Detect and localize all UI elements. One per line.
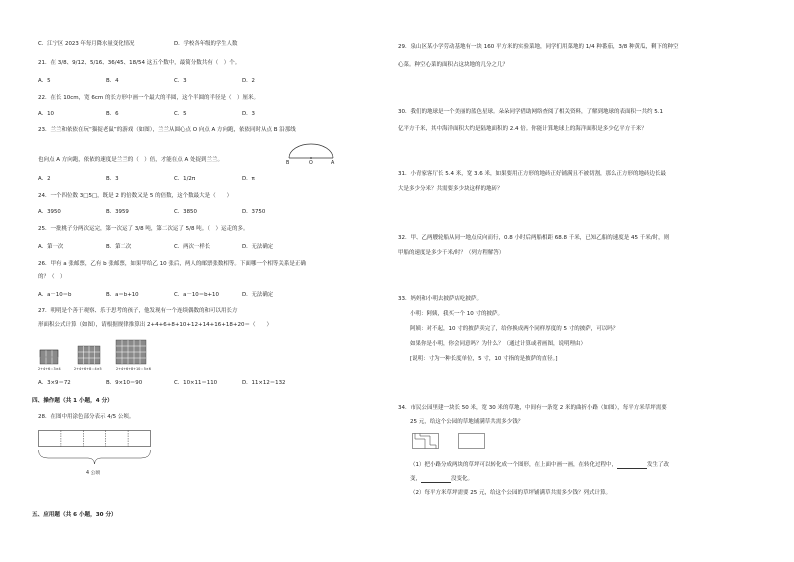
q33-dialog-line-3: 如果你是小明，你会同意吗？为什么？（通过计算或者画图，说明理由） <box>410 341 587 347</box>
q23-label-o: O <box>309 161 313 166</box>
question-32-line2: 甲船的速度是多少千米/时？（列方程解答） <box>398 250 505 256</box>
question-33: 33．妈妈和小明去披萨店吃披萨。 <box>398 296 482 302</box>
q27-grid-5x6 <box>116 340 146 364</box>
q20-option-c: C．江宁区 2023 年每月降水量变化情况 <box>38 41 135 47</box>
q34-blank-changed[interactable] <box>617 463 647 469</box>
question-31-line2: 大是多少分米？共需要多少块这样的地砖？ <box>398 186 503 192</box>
q21-option-a: A．5 <box>38 78 51 84</box>
q21-option-c: C．3 <box>174 78 187 84</box>
q23-options <box>38 176 255 183</box>
question-28: 28．在图中用涂色部分表示 4/5 公顷。 <box>38 414 135 420</box>
q34-lawn-figures <box>412 433 492 455</box>
q21-option-b: B．4 <box>106 78 119 84</box>
q23-option-c: C．1/2π <box>174 176 196 182</box>
q34-part1-cont <box>410 476 473 483</box>
q26-option-b: B．a＝b+10 <box>106 292 139 298</box>
q26-option-c: C．a－10＝b+10 <box>174 292 219 298</box>
question-30-line2: 亿平方千米，其中海洋面积大约是陆地面积的 2.4 倍。你能计算地球上的海洋面积是多少亿平方千米？ <box>398 126 647 132</box>
q22-option-c: C．5 <box>174 111 187 117</box>
q20-options <box>38 41 237 48</box>
section-5-heading: 五、应用题（共 6 小题，30 分） <box>32 512 117 518</box>
question-34-line1: 34．市民公园里建一块长 50 米，宽 30 米的草地，中间有一条宽 2 米的曲折小路（如图），每平方米草坪需要 <box>398 405 667 411</box>
question-23-line2: 也向点 A 方向跑，依依的速度是兰兰的（ ）倍，才能在点 A 处捉到兰兰。 <box>38 157 224 163</box>
q24-option-a: A．3950 <box>38 209 61 215</box>
q34-part2: （2）每平方米草坪需要 25 元，给这个公园的草坪铺满草共需多少钱？列式计算。 <box>410 490 611 496</box>
question-30-line1: 30．我们的地球是一个美丽的蓝色星球。朵朵同学借助网络查阅了相关资料，了解到地球的表面积一共约 5.1 <box>398 109 663 115</box>
q25-option-a: A．第一次 <box>38 244 64 250</box>
q24-option-b: B．3959 <box>106 209 129 215</box>
q34-blank-rectangle <box>459 434 485 449</box>
q23-semicircle-figure <box>286 140 336 162</box>
q23-option-d: D．π <box>242 176 255 182</box>
q23-label-b: B <box>286 161 290 166</box>
q24-option-d: D．3750 <box>242 209 266 215</box>
q27-fig-label-2: 2+4+6+8＝4×5 <box>74 367 102 371</box>
q25-option-c: C．两次一样长 <box>174 244 211 250</box>
q27-option-d: D．11×12＝132 <box>242 380 286 386</box>
question-32-line1: 32．甲、乙两艘轮船从同一地点反向而行，0.8 小时后两船相距 68.8 千米，已知乙船的速度是 45 千米/时，则 <box>398 235 670 241</box>
q34-part1-text-d: 没变化。 <box>451 476 474 482</box>
q34-part1-text-b: 发生了改 <box>647 462 670 468</box>
q33-dialog-line-4: [说明：寸为一种长度单位，5 寸，10 寸指的是披萨的直径。] <box>410 356 558 362</box>
question-27-line2: 形面积公式计算（如图），请根据规律推算出 2+4+6+8+10+12+14+16+18+20＝（ ） <box>38 322 272 328</box>
q27-fig-label-1: 2+4+6＝3×4 <box>38 367 61 371</box>
question-26-line2: 的？（ ） <box>38 274 66 280</box>
q34-blank-unchanged[interactable] <box>421 477 451 483</box>
q23-option-b: B．3 <box>106 176 119 182</box>
q26-options <box>38 292 273 299</box>
q33-dialog-line-2: 阿姨：对不起，10 寸的披萨卖完了，给你换成两个同样厚度的 5 寸的披萨，可以吗？ <box>410 326 619 332</box>
q21-option-d: D．2 <box>242 78 255 84</box>
q22-option-a: A．10 <box>38 111 54 117</box>
q34-lawn-with-path <box>413 434 439 449</box>
q27-option-c: C．10×11＝110 <box>174 380 218 386</box>
question-21: 21．在 3/8、9/12、5/16、36/45、18/54 这五个数中，最简分数共有（ ）个。 <box>38 60 241 66</box>
q22-option-b: B．6 <box>106 111 119 117</box>
q22-options <box>38 111 255 118</box>
q27-option-a: A．3×9＝72 <box>38 380 71 386</box>
q23-label-a: A <box>331 161 335 166</box>
q34-part1-text: （1）把小路分成两块的草坪可以转化成一个图形，在上面中画一画，在转化过程中， <box>410 462 618 468</box>
q26-option-d: D．无法确定 <box>242 292 274 298</box>
q25-option-b: B．第二次 <box>106 244 132 250</box>
question-25: 25．一批桃子分两次运完，第一次运了 3/8 吨，第二次运了 5/8 吨。（ ）运走的多。 <box>38 226 249 232</box>
q27-option-b: B．9×10＝90 <box>106 380 143 386</box>
q25-options <box>38 244 273 251</box>
question-23-line1: 23．兰兰和依依在玩“猫捉老鼠”的游戏（如图），兰兰从圆心点 O 向点 A 方向跑，依依同时从点 B 沿那线 <box>38 127 296 133</box>
q26-option-a: A．a－10＝b <box>38 292 72 298</box>
question-26-line1: 26．甲有 a 张邮票，乙有 b 张邮票，如果甲给乙 10 张后，两人的邮票张数相等。下面哪一个相等关系是正确 <box>38 261 306 267</box>
q27-grid-4x5 <box>78 346 100 364</box>
question-29-line2: 心菜。种空心菜的面积占这块地的几分之几？ <box>398 62 509 68</box>
question-29-line1: 29．泉山区某小学劳动基地有一块 160 平方米的实验菜地，同学们用菜地的 1/4 种番茄，3/8 种黄瓜，剩下的种空 <box>398 44 679 50</box>
q27-options <box>38 380 285 387</box>
q34-part1 <box>410 462 669 469</box>
question-24: 24．一个四位数 3□5□，既是 2 的倍数又是 5 的倍数，这个数最大是（ ） <box>38 193 233 199</box>
q33-dialog-line-1: 小明：阿姨，我买一个 10 寸的披萨。 <box>410 311 503 317</box>
q27-grid-3x4 <box>40 350 58 364</box>
q25-option-d: D．无法确定 <box>242 244 274 250</box>
q24-options <box>38 209 265 216</box>
question-22: 22．在长 10cm，宽 6cm 的长方形中画一个最大的半圆，这个半圆的半径是（ ）厘米。 <box>38 95 260 101</box>
q21-options <box>38 78 255 85</box>
section-4-heading: 四、操作题（共 1 小题，4 分） <box>32 398 113 404</box>
question-34-line2: 25 元，给这个公园的草地铺满草共需多少钱？ <box>410 419 524 425</box>
q23-option-a: A．2 <box>38 176 51 182</box>
q20-option-d: D．学校各年级的学生人数 <box>174 41 238 47</box>
q28-brace-label: 4 公顷 <box>86 471 101 476</box>
q22-option-d: D．3 <box>242 111 255 117</box>
q24-option-c: C．3850 <box>174 209 197 215</box>
question-27-line1: 27．明明是个善于观察、乐于思考的孩子，他发现有一个连续偶数的和可以用长方 <box>38 308 238 314</box>
q27-fig-label-3: 2+4+6+8+10＝5×6 <box>116 367 151 371</box>
q28-rectangle-figure <box>38 430 168 482</box>
q34-part1-text-c: 变， <box>410 476 422 482</box>
question-31-line1: 31．小青家客厅长 5.4 米，宽 3.6 米，如果要用正方形的地砖正好铺满且不被切割，那么正方形的地砖边长最 <box>398 171 666 177</box>
